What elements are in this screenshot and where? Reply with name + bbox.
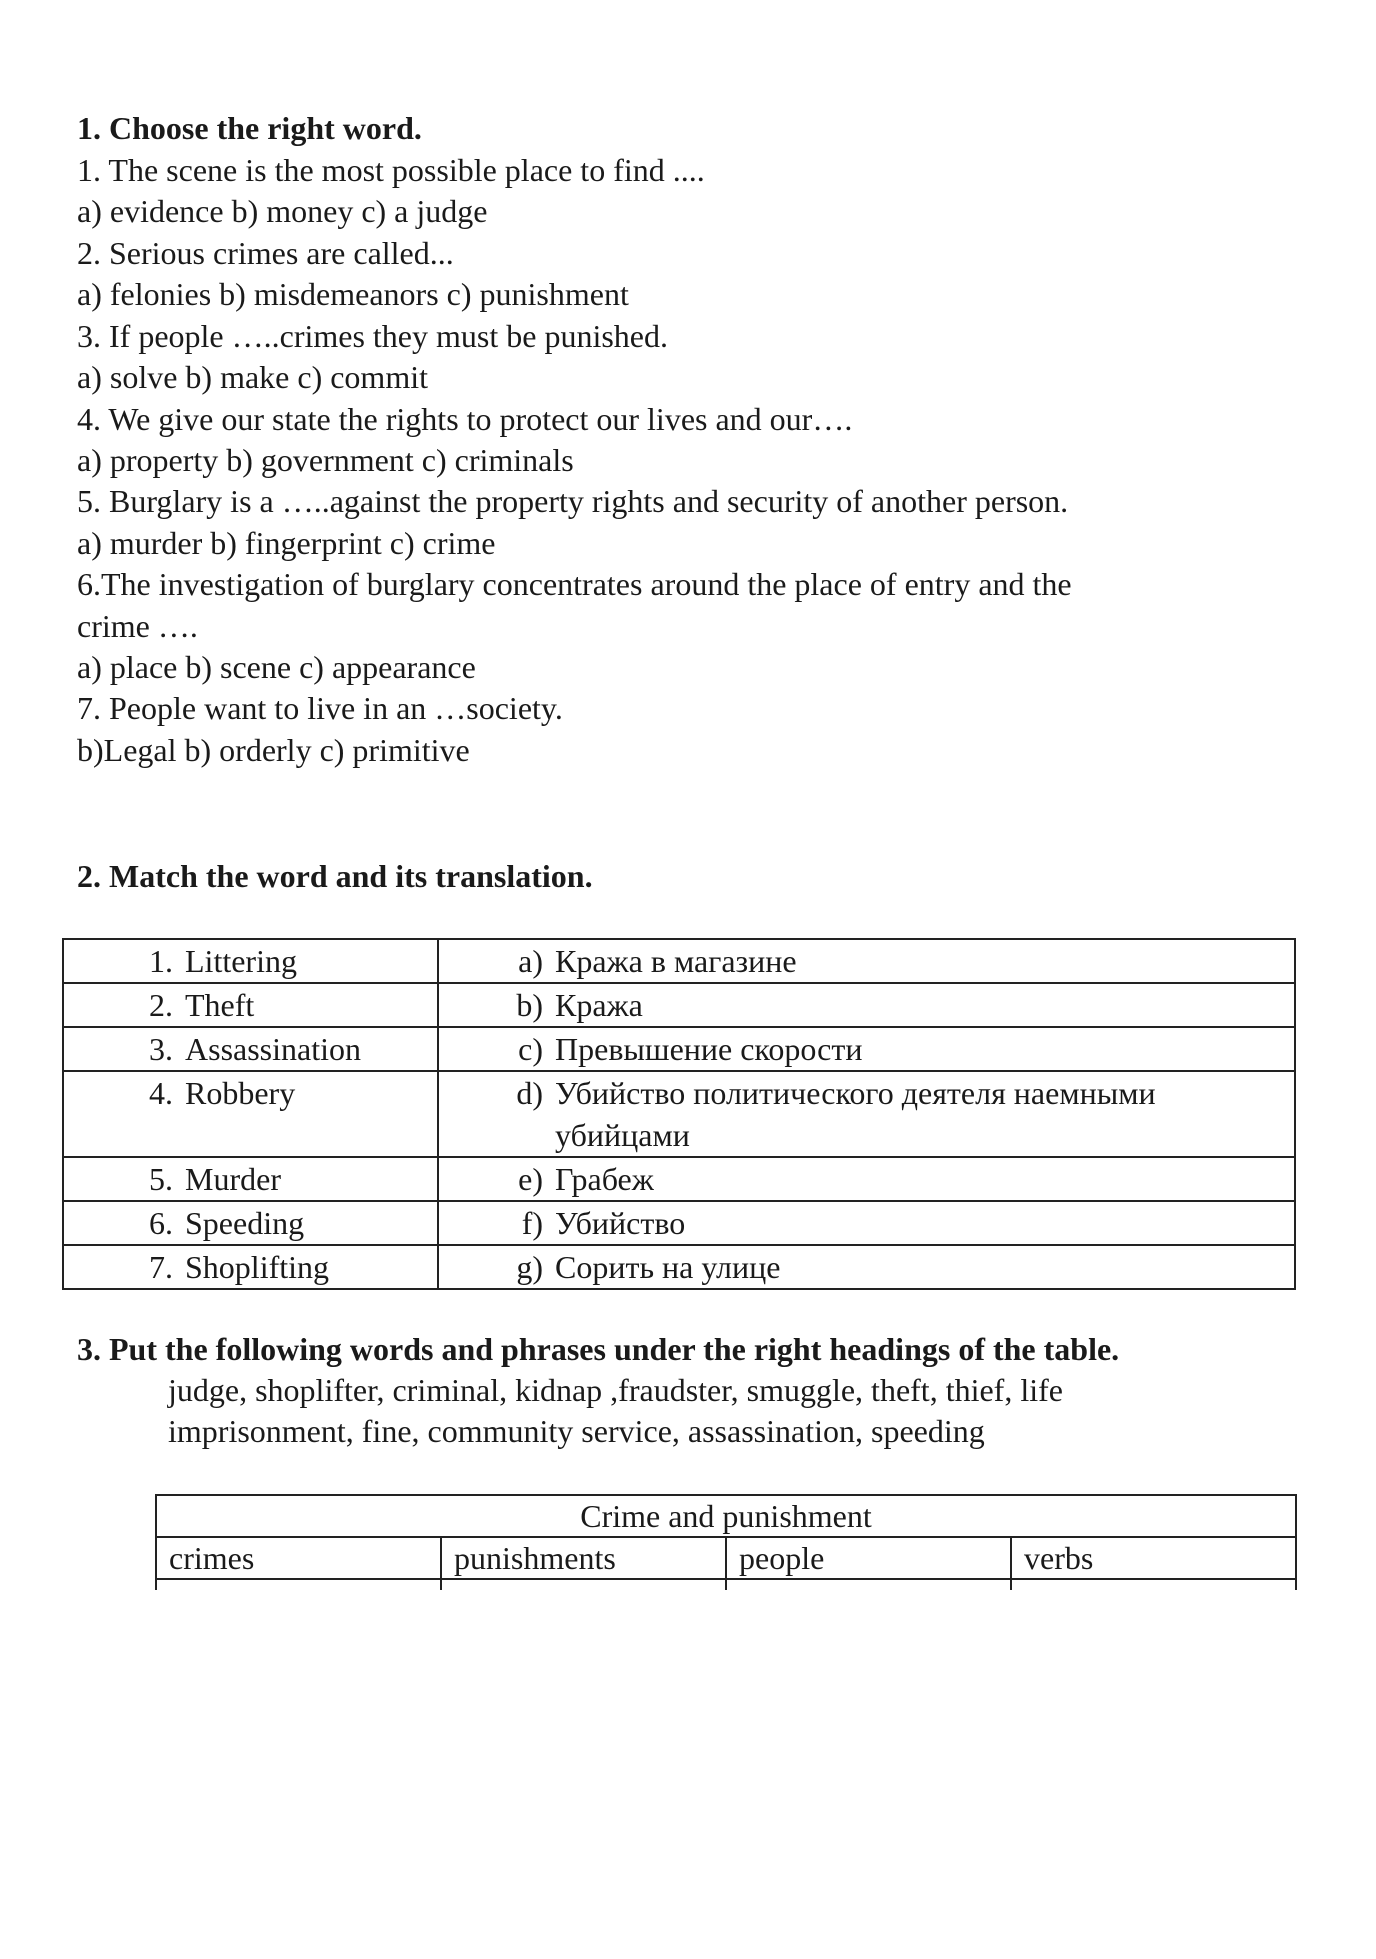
header-crimes: crimes [156,1537,441,1579]
english-word: Speeding [185,1205,305,1241]
table-row [63,1201,1295,1245]
table-row [63,1027,1295,1071]
word-cell [63,983,438,1027]
word-number: 5. [149,1161,173,1197]
russian-translation: Превышение скорости [555,1031,863,1067]
question-line: 1. The scene is the most possible place to find .... [77,152,705,188]
question-line: 5. Burglary is a …..against the property rights and security of another person. [77,483,1069,519]
word-number: 6. [149,1205,173,1241]
empty-cell [441,1579,726,1590]
translation-cell [438,1157,1295,1201]
match-table [62,938,1296,1290]
word-number: 2. [149,987,173,1023]
crime-punishment-table [155,1494,1297,1590]
question-line: 2. Serious crimes are called... [77,235,454,271]
english-word: Assassination [185,1031,361,1067]
translation-letter: c) [518,1031,543,1067]
question-line-continued: crime …. [77,608,198,644]
table-row [63,983,1295,1027]
translation-letter: e) [518,1161,543,1197]
header-punishments: punishments [441,1537,726,1579]
answer-options-line: b)Legal b) orderly c) primitive [77,732,470,768]
translation-cell [438,939,1295,983]
word-list-line: imprisonment, fine, community service, assassination, speeding [168,1413,985,1449]
english-word: Robbery [185,1075,296,1111]
russian-translation: Убийство [555,1205,686,1241]
answer-options-line: a) solve b) make c) commit [77,359,428,395]
answer-options-line: a) property b) government c) criminals [77,442,574,478]
table-row [63,1157,1295,1201]
translation-cell [438,1245,1295,1289]
word-cell [63,1157,438,1201]
question-line: 4. We give our state the rights to protect our lives and our…. [77,401,853,437]
question-line: 7. People want to live in an …society. [77,690,563,726]
english-word: Murder [185,1161,281,1197]
section3-title: 3. Put the following words and phrases under the right headings of the table. [77,1331,1120,1367]
empty-cell [726,1579,1011,1590]
section1-title: 1. Choose the right word. [77,110,422,146]
english-word: Theft [185,987,255,1023]
empty-cell [156,1579,441,1590]
word-cell [63,1201,438,1245]
answer-options-line: a) place b) scene c) appearance [77,649,476,685]
word-cell [63,939,438,983]
russian-translation: Грабеж [555,1161,654,1197]
english-word: Littering [185,943,297,979]
translation-letter: g) [516,1249,543,1285]
russian-translation: Кража в магазине [555,943,797,979]
translation-letter: b) [516,987,543,1023]
header-people: people [726,1537,1011,1579]
word-cell [63,1071,438,1157]
empty-cell [1011,1579,1296,1590]
word-number: 4. [149,1075,173,1111]
translation-cell [438,983,1295,1027]
table-row [63,939,1295,983]
answer-options-line: a) murder b) fingerprint c) crime [77,525,496,561]
russian-translation: Сорить на улице [555,1249,781,1285]
table-row [63,1245,1295,1289]
table-row [63,1071,1295,1157]
word-number: 7. [149,1249,173,1285]
answer-options-line: a) felonies b) misdemeanors c) punishment [77,276,629,312]
section2-title: 2. Match the word and its translation. [77,858,593,894]
word-cell [63,1027,438,1071]
word-list-line: judge, shoplifter, criminal, kidnap ,fraudster, smuggle, theft, thief, life [168,1372,1063,1408]
header-verbs: verbs [1011,1537,1296,1579]
table-title: Crime and punishment [156,1495,1296,1537]
word-number: 1. [149,943,173,979]
word-number: 3. [149,1031,173,1067]
question-line: 6.The investigation of burglary concentrates around the place of entry and the [77,566,1072,602]
translation-cell [438,1071,1295,1157]
translation-cell [438,1027,1295,1071]
translation-letter: a) [518,943,543,979]
translation-cell [438,1201,1295,1245]
russian-translation: Кража [555,987,643,1023]
answer-options-line: a) evidence b) money c) a judge [77,193,488,229]
question-line: 3. If people …..crimes they must be punished. [77,318,668,354]
word-cell [63,1245,438,1289]
translation-letter: f) [521,1205,543,1241]
english-word: Shoplifting [185,1249,330,1285]
translation-letter: d) [516,1075,543,1111]
russian-translation: Убийство политического деятеля наемными убийцами [555,1075,1156,1153]
